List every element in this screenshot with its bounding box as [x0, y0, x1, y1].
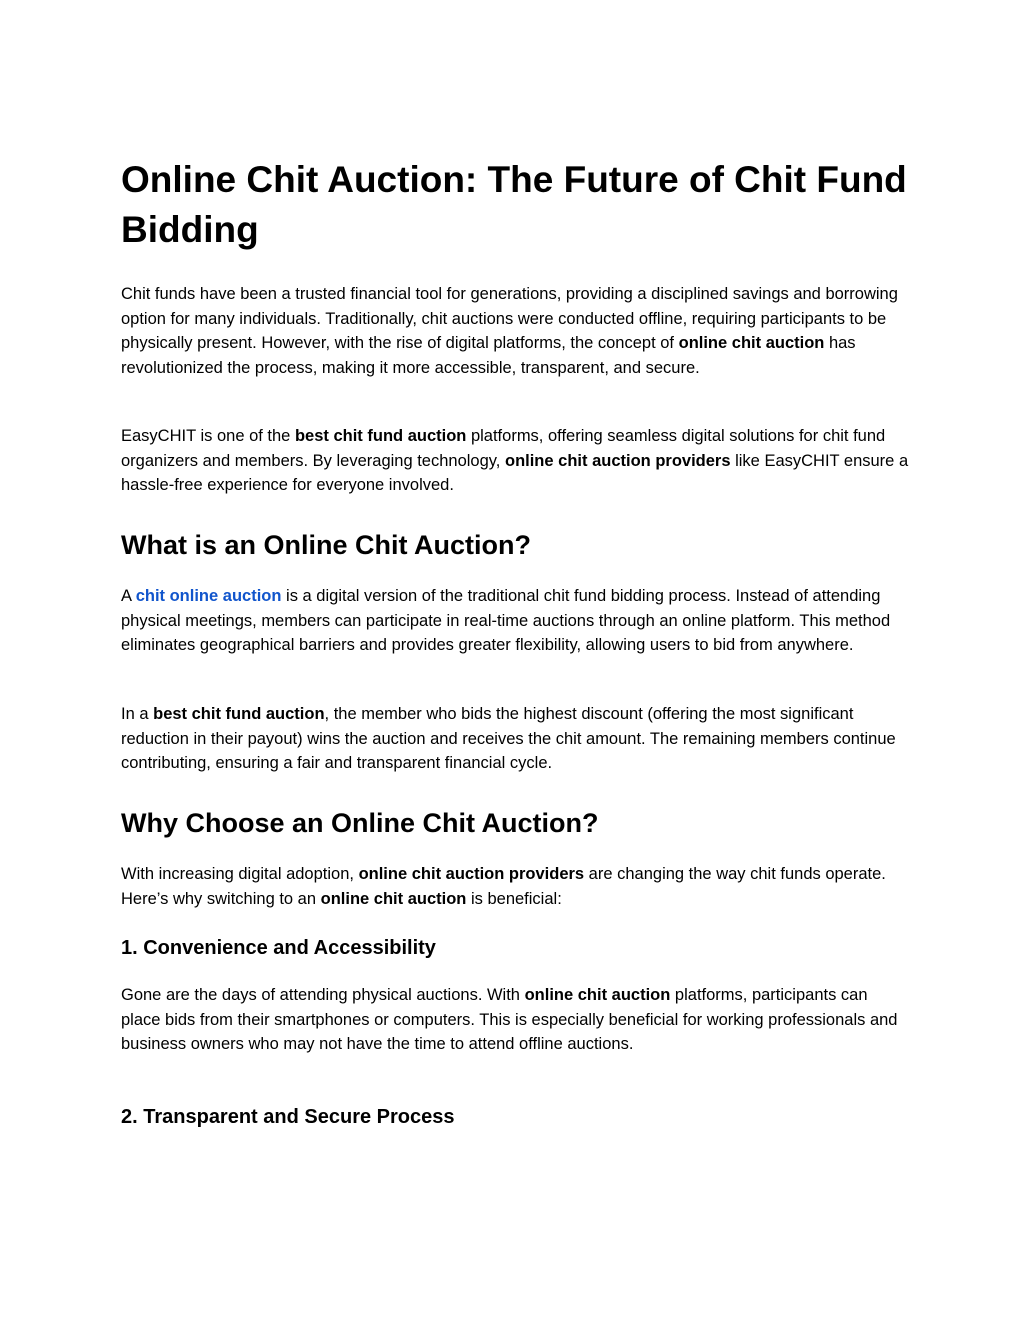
text-run: are changing the way chit funds operate. Here’s why switching to an — [121, 865, 886, 908]
convenience-paragraph — [121, 983, 911, 1057]
page-title: Online Chit Auction: The Future of Chit Fund Bidding — [121, 159, 907, 250]
text-run: , the member who bids the highest discount (offering the most significant reduction in their payout) wins the auction and receives the chit amount. The remaining members continue contributing, ensuring a fair and transparent financial cycle. — [121, 705, 896, 772]
bold-term: best chit fund auction — [294, 427, 467, 445]
bold-term: online chit auction providers — [504, 451, 731, 470]
intro-paragraph-1 — [121, 282, 911, 380]
text-run: has revolutionized the process, making it more accessible, transparent, and secure. — [121, 334, 856, 377]
text-run: In a — [121, 705, 154, 723]
subheading-transparent-secure: 2. Transparent and Secure Process — [121, 1106, 455, 1128]
text-run: With increasing digital adoption, — [121, 865, 359, 883]
why-paragraph-1 — [121, 862, 911, 911]
section-heading-why: Why Choose an Online Chit Auction? — [121, 808, 599, 838]
bold-term: online chit auction — [320, 889, 467, 908]
text-run: is beneficial: — [466, 889, 562, 908]
text-run: Gone are the days of attending physical auctions. With — [121, 986, 525, 1004]
intro-paragraph-2 — [121, 424, 911, 498]
what-paragraph-2 — [121, 702, 911, 776]
text-run: platforms, participants can place bids from their smartphones or computers. This is especially beneficial for working professionals and business owners who may not have the time to attend offline auctions. — [121, 986, 898, 1053]
what-paragraph-1 — [121, 584, 911, 658]
text-run: like EasyCHIT ensure a hassle-free experience for everyone involved. — [121, 451, 909, 494]
chit-online-auction-link[interactable]: chit online auction — [135, 587, 282, 605]
bold-term: online chit auction — [678, 334, 825, 352]
text-run: is a digital version of the traditional chit fund bidding process. Instead of attending physical meetings, members can participate in real-time auctions through an online platform. This method eliminates geographical barriers and provides greater flexibility, allowing users to bid from anywhere. — [121, 587, 891, 654]
text-run: platforms, offering seamless digital solutions for chit fund organizers and members. By leveraging technology, — [121, 427, 886, 470]
text-run: Chit funds have been a trusted financial tool for generations, providing a disciplined savings and borrowing option for many individuals. Traditionally, chit auctions were conducted offline, requiring participants to be physically present. However, with the rise of digital platforms, the concept of — [121, 285, 898, 352]
text-run: A — [121, 587, 136, 605]
bold-term: online chit auction — [524, 986, 671, 1004]
text-run: EasyCHIT is one of the — [121, 427, 295, 445]
section-heading-what: What is an Online Chit Auction? — [121, 530, 531, 560]
subheading-convenience: 1. Convenience and Accessibility — [121, 937, 436, 959]
bold-term: best chit fund auction — [153, 705, 325, 723]
bold-term: online chit auction providers — [358, 865, 585, 883]
